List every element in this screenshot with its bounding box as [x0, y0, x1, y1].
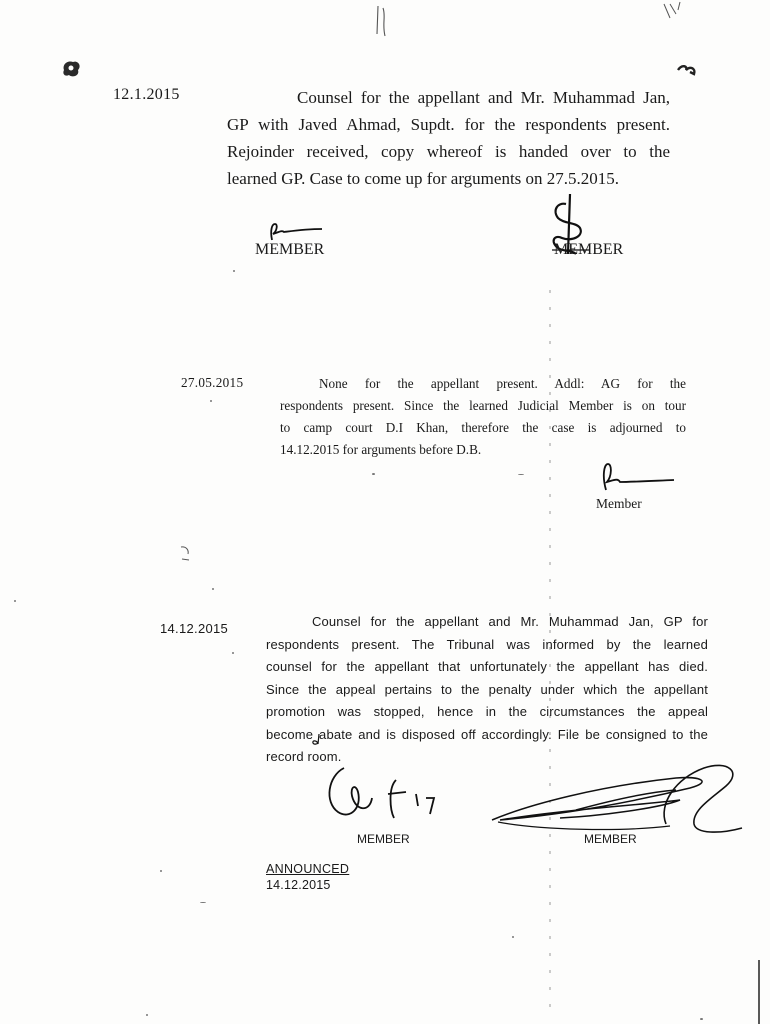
entry-line: 14.12.2015 for arguments before D.B.	[280, 442, 482, 457]
entry-date: 12.1.2015	[113, 86, 180, 103]
entry-date: 14.12.2015	[160, 621, 229, 636]
entry-line: GP with Javed Ahmad, Supdt. for the respondents present.	[227, 115, 670, 134]
speck	[518, 474, 524, 475]
signature-mark	[322, 762, 462, 832]
entry-text	[266, 611, 708, 769]
speck	[212, 588, 214, 590]
signature-label: MEMBER	[554, 241, 624, 258]
entry-text	[227, 84, 670, 192]
speck	[233, 270, 235, 272]
announced-label: ANNOUNCED	[266, 862, 350, 876]
signature-initial	[598, 460, 678, 494]
entry-line: learned GP. Case to come up for arguments on 27.5.2015.	[227, 169, 620, 188]
speck	[700, 1018, 703, 1020]
top-right-fragment	[660, 0, 686, 22]
speck	[210, 400, 212, 402]
signature-label: MEMBER	[255, 241, 325, 258]
signature-label: MEMBER	[584, 832, 637, 846]
bracket-mark	[178, 544, 192, 564]
right-edge-line	[756, 960, 762, 1024]
entry-line: Rejoinder received, copy whereof is handed over to the	[227, 142, 670, 161]
entry-line: respondents present. Since the learned Judicial Member is on tour	[280, 398, 686, 413]
speck	[200, 902, 206, 903]
announced-date: 14.12.2015	[266, 878, 331, 892]
corner-blot-mark	[60, 58, 84, 80]
entry-line: respondents present. The Tribunal was informed by the learned	[266, 636, 708, 652]
entry-line: None for the appellant present. Addl: AG for the	[319, 376, 686, 391]
entry-line: to camp court D.I Khan, therefore the case is adjourned to	[280, 420, 686, 435]
signature-label: MEMBER	[357, 832, 410, 846]
top-stamp-fragment	[372, 4, 392, 40]
entry-date: 27.05.2015	[181, 375, 244, 390]
speck	[146, 1014, 148, 1016]
signature-mark	[480, 760, 748, 840]
entry-line: Counsel for the appellant and Mr. Muhammad Jan,	[297, 88, 670, 107]
corner-scribble-mark	[676, 62, 698, 78]
speck	[14, 600, 16, 602]
speck	[160, 870, 162, 872]
entry-line: Counsel for the appellant and Mr. Muhammad Jan, GP for	[312, 614, 708, 629]
signature-label: Member	[596, 496, 642, 511]
entry-line: Since the appeal pertains to the penalty under which the appellant	[266, 681, 708, 697]
entry-line: promotion was stopped, hence in the circumstances the appeal	[266, 704, 708, 719]
entry-line: become abate and is disposed off accordingly. File be consigned to the	[266, 726, 708, 742]
speck	[512, 936, 514, 938]
speck	[232, 652, 234, 654]
speck	[372, 473, 375, 475]
entry-line: record room.	[266, 749, 342, 764]
entry-text	[280, 373, 686, 461]
entry-line: counsel for the appellant that unfortunately the appellant has died.	[266, 659, 708, 674]
correction-mark	[310, 732, 324, 746]
